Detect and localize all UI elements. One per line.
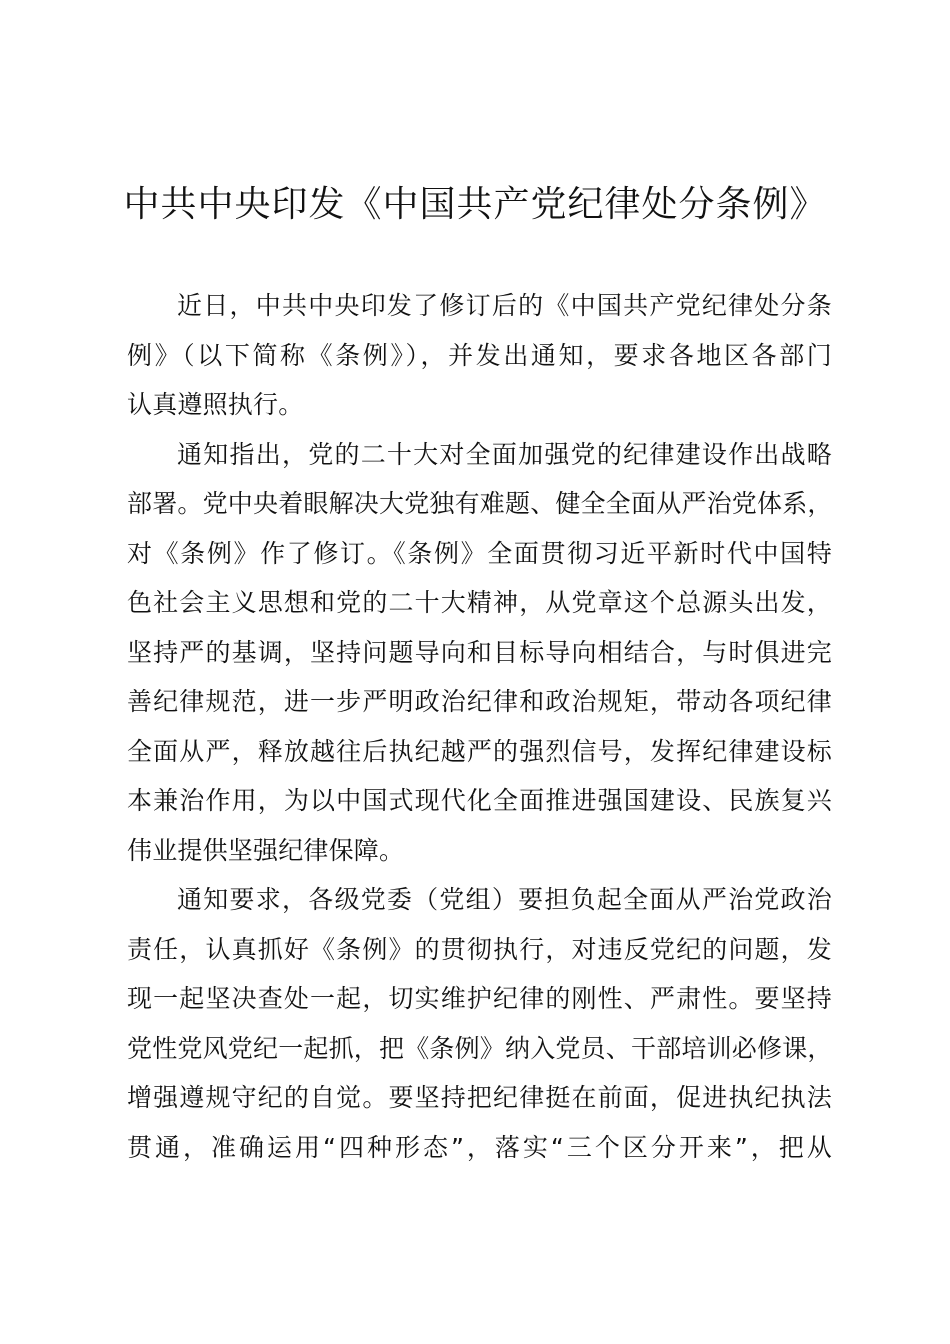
paragraph-2-line-5: 坚持严的基调，坚持问题导向和目标导向相结合，与时俱进完 (127, 637, 832, 667)
document-title: 中共中央印发《中国共产党纪律处分条例》 (123, 184, 827, 225)
paragraph-3-line-3: 现一起坚决查处一起，切实维护纪律的刚性、严肃性。要坚持 (127, 984, 832, 1013)
paragraph-1-line-2: 例》（以下简称《条例》），并发出通知，要求各地区各部门 (127, 340, 832, 370)
paragraph-3-line-1: 通知要求，各级党委（党组）要担负起全面从严治党政治 (177, 885, 832, 914)
paragraph-2-line-2: 部署。党中央着眼解决大党独有难题、健全全面从严治党体系， (127, 489, 833, 518)
paragraph-2-line-4: 色社会主义思想和党的二十大精神，从党章这个总源头出发， (127, 588, 832, 617)
paragraph-2-line-1: 通知指出，党的二十大对全面加强党的纪律建设作出战略 (177, 439, 832, 469)
paragraph-3-line-4: 党性党风党纪一起抓，把《条例》纳入党员、干部培训必修课， (127, 1033, 833, 1063)
paragraph-3-line-5: 增强遵规守纪的自觉。要坚持把纪律挺在前面，促进执纪执法 (127, 1083, 832, 1112)
paragraph-2-line-9: 伟业提供坚强纪律保障。 (127, 835, 405, 865)
paragraph-2-line-7: 全面从严，释放越往后执纪越严的强烈信号，发挥纪律建设标 (127, 736, 832, 766)
paragraph-1-line-1: 近日，中共中央印发了修订后的《中国共产党纪律处分条 (177, 291, 832, 320)
paragraph-1-line-3: 认真遵照执行。 (127, 390, 304, 419)
paragraph-2-line-6: 善纪律规范，进一步严明政治纪律和政治规矩，带动各项纪律 (127, 687, 832, 716)
paragraph-2-line-8: 本兼治作用，为以中国式现代化全面推进强国建设、民族复兴 (127, 786, 832, 815)
paragraph-3-line-2: 责任，认真抓好《条例》的贯彻执行，对违反党纪的问题，发 (127, 934, 832, 964)
document-body (127, 281, 832, 1172)
paragraph-2-line-3: 对《条例》作了修订。《条例》全面贯彻习近平新时代中国特 (127, 538, 832, 568)
paragraph-3-line-6: 贯通，准确运用“四种形态”，落实“三个区分开来”，把从 (127, 1132, 832, 1162)
